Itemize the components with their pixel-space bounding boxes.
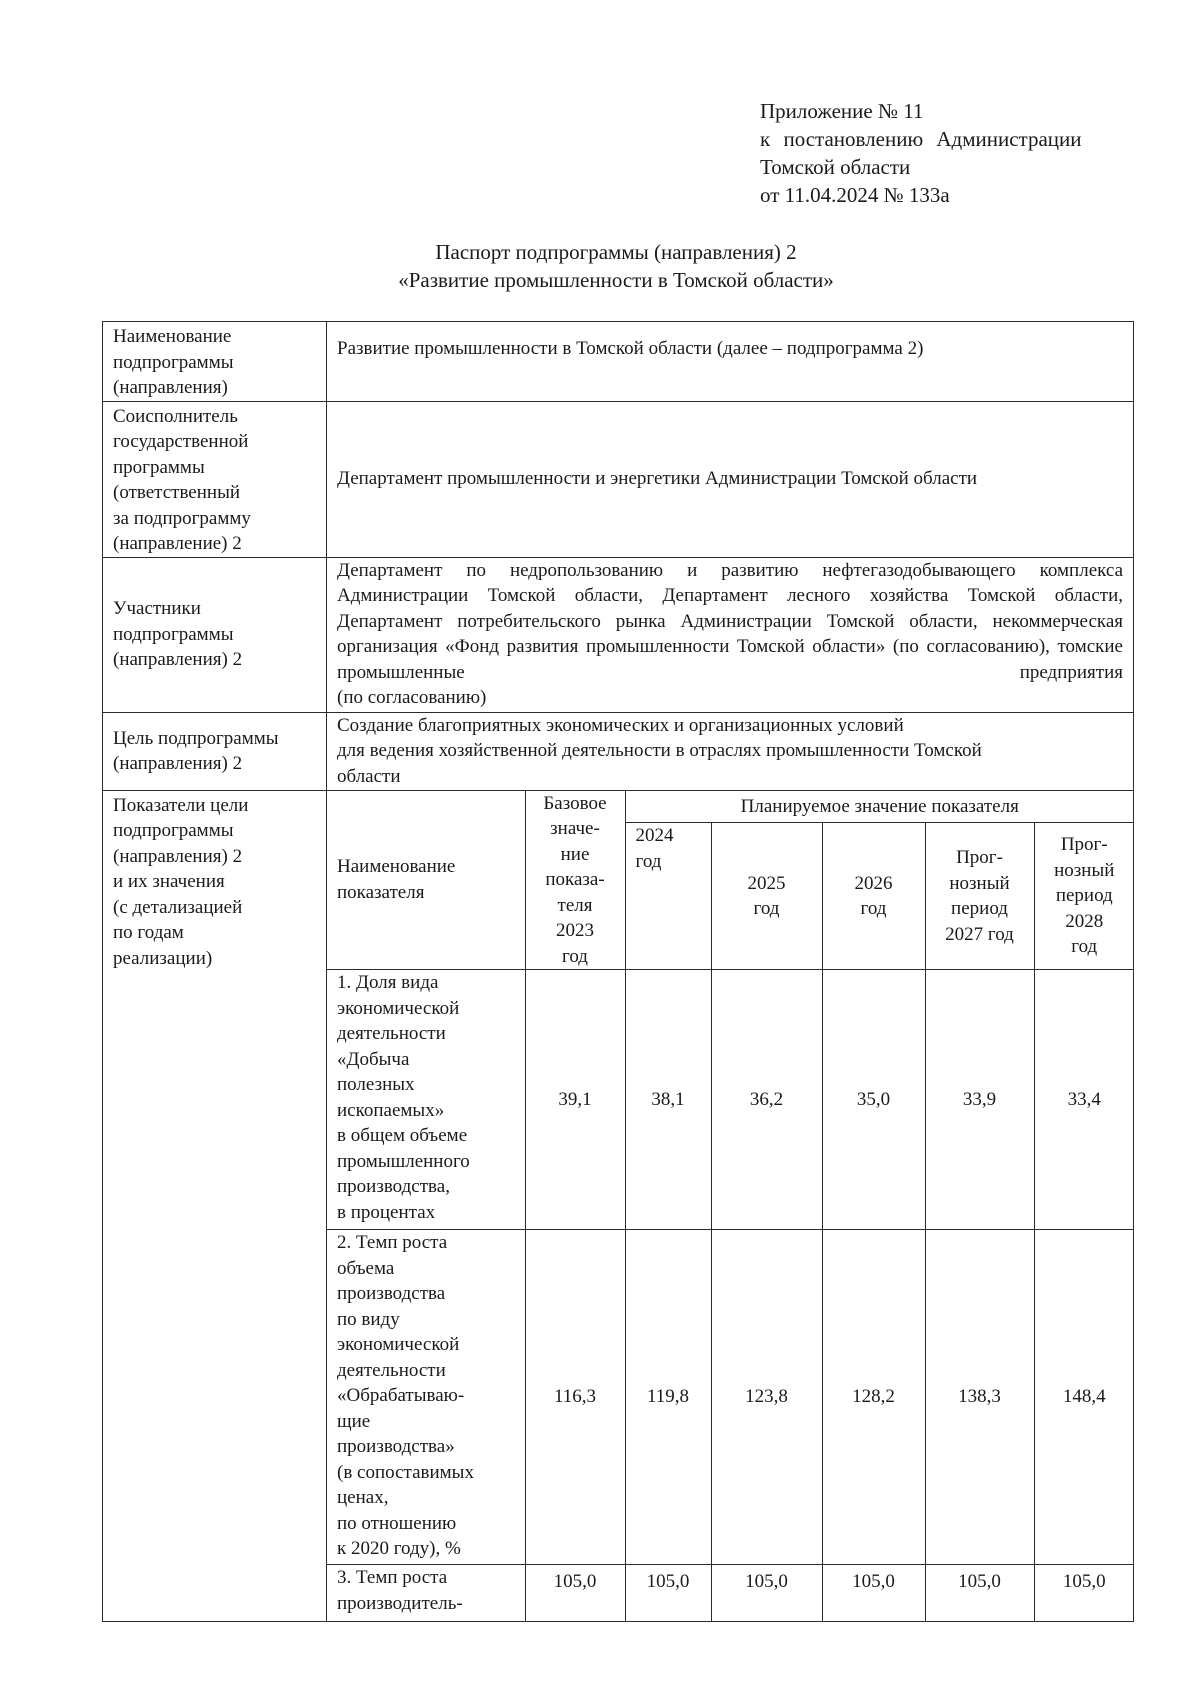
header-line: Базовое	[543, 792, 607, 814]
header-line: нозный	[949, 872, 1010, 894]
indicator-value: 138,3	[925, 1230, 1034, 1565]
header-line: Прог-	[956, 847, 1003, 868]
label-line: государственной	[113, 431, 249, 452]
header-line: период	[951, 898, 1008, 919]
header-line: год	[753, 898, 780, 919]
label-line: (ответственный	[113, 482, 241, 503]
document-title	[0, 238, 1200, 294]
header-line: теля	[557, 894, 593, 916]
label-coexecutor	[103, 401, 327, 557]
header-year-2028	[1034, 823, 1134, 970]
label-line: Участники	[113, 598, 201, 620]
header-planned: Планируемое значение показателя	[625, 791, 1134, 823]
label-goal	[103, 712, 327, 790]
annex-line: Томской области	[760, 155, 911, 179]
indicator-row	[327, 1230, 1134, 1565]
indicator-name	[327, 1565, 525, 1621]
indicator-name-line: «Добыча	[337, 1048, 410, 1070]
indicator-row	[327, 1565, 1134, 1621]
header-line: год	[635, 850, 662, 872]
goal-line: для ведения хозяйственной деятельности в отраслях промышленности Томской	[337, 740, 982, 761]
header-line: 2025	[747, 872, 786, 894]
header-line: 2023	[556, 920, 594, 941]
indicator-name-line: производства,	[337, 1176, 450, 1197]
annex-line: от 11.04.2024 № 133а	[760, 183, 950, 207]
indicator-table	[327, 791, 1134, 1621]
header-year-2025	[711, 823, 822, 970]
label-line: и их значения	[113, 871, 225, 892]
label-line: (направление) 2	[113, 533, 242, 554]
row-coexecutor	[103, 401, 1134, 557]
annex-line: Приложение № 11	[760, 99, 924, 123]
label-line: Показатели цели	[113, 794, 249, 816]
indicator-name-line: в процентах	[337, 1201, 436, 1223]
indicator-value: 105,0	[711, 1565, 822, 1621]
header-line: 2028	[1065, 910, 1104, 932]
indicator-name-line: производитель-	[337, 1592, 463, 1614]
header-line: Наименование	[337, 856, 456, 878]
header-line: Прог-	[1060, 834, 1108, 856]
header-indicator-name	[327, 791, 525, 970]
row-goal	[103, 712, 1134, 790]
indicator-name-line: 1. Доля вида	[337, 972, 439, 993]
value-participants	[327, 557, 1134, 712]
value-coexecutor: Департамент промышленности и энергетики Администрации Томской области	[327, 401, 1134, 557]
indicator-value: 105,0	[625, 1565, 711, 1621]
indicator-value: 33,9	[925, 970, 1034, 1230]
passport-table	[102, 321, 1134, 1622]
label-name	[103, 322, 327, 402]
value-goal	[327, 712, 1134, 790]
indicator-name-line: экономической	[337, 1334, 460, 1355]
indicator-name-line: промышленного	[337, 1150, 470, 1172]
indicator-name-line: 2. Темп роста	[337, 1232, 448, 1253]
title-line: Паспорт подпрограммы (направления) 2	[435, 240, 797, 264]
label-line: подпрограммы	[113, 623, 234, 645]
indicator-name-line: 3. Темп роста	[337, 1567, 448, 1588]
indicator-name-line: в общем объеме	[337, 1125, 468, 1146]
header-year-2026	[822, 823, 925, 970]
row-indicators	[103, 790, 1134, 1621]
header-line: ние	[560, 843, 590, 865]
indicator-value: 38,1	[625, 970, 711, 1230]
label-line: (направления)	[113, 377, 228, 398]
label-line: подпрограммы	[113, 820, 234, 841]
label-participants	[103, 557, 327, 712]
label-line: по годам	[113, 922, 184, 943]
indicator-name-line: производства»	[337, 1436, 455, 1457]
row-participants	[103, 557, 1134, 712]
label-line: (направления) 2	[113, 753, 243, 774]
header-line: год	[562, 945, 588, 967]
indicators-cell	[327, 790, 1134, 1621]
indicator-name-line: по виду	[337, 1308, 400, 1330]
indicator-value: 128,2	[822, 1230, 925, 1565]
header-line: 2027 год	[945, 923, 1014, 945]
indicator-name-line: по отношению	[337, 1512, 457, 1534]
label-line: Наименование	[113, 326, 232, 347]
header-line: нозный	[1054, 859, 1115, 881]
label-line: (направления) 2	[113, 845, 243, 867]
indicator-row	[327, 970, 1134, 1230]
indicator-value: 35,0	[822, 970, 925, 1230]
label-line: (с детализацией	[113, 896, 243, 918]
indicator-value: 105,0	[1034, 1565, 1134, 1621]
header-line: год	[860, 898, 887, 919]
indicator-name-line: ископаемых»	[337, 1099, 445, 1121]
header-base-value	[525, 791, 625, 970]
goal-line: Создание благоприятных экономических и организационных условий	[337, 714, 904, 736]
indicator-value: 105,0	[925, 1565, 1034, 1621]
label-line: Соисполнитель	[113, 405, 238, 427]
label-line: за подпрограмму	[113, 507, 251, 529]
value-name: Развитие промышленности в Томской области (далее – подпрограмма 2)	[327, 322, 1134, 402]
indicator-name-line: объема	[337, 1257, 395, 1279]
indicator-header-row	[327, 791, 1134, 823]
indicator-name-line: ценах,	[337, 1487, 389, 1508]
indicator-name-line: «Обрабатываю-	[337, 1385, 465, 1406]
header-line: показателя	[337, 881, 425, 903]
indicator-value: 116,3	[525, 1230, 625, 1565]
indicator-name	[327, 1230, 525, 1565]
indicator-name-line: экономической	[337, 997, 460, 1019]
header-line: показа-	[545, 869, 605, 890]
goal-line: области	[337, 765, 401, 787]
header-line: 2026	[854, 872, 893, 894]
annex-block	[760, 97, 1082, 209]
indicator-value: 105,0	[525, 1565, 625, 1621]
header-line: период	[1055, 885, 1113, 907]
indicator-value: 33,4	[1034, 970, 1134, 1230]
indicator-value: 148,4	[1034, 1230, 1134, 1565]
header-line: 2024	[635, 825, 674, 846]
label-line: Цель подпрограммы	[113, 727, 279, 749]
header-line: значе-	[550, 818, 600, 839]
label-line: подпрограммы	[113, 351, 234, 373]
annex-line: к постановлению Администрации	[760, 127, 1082, 151]
indicator-value: 105,0	[822, 1565, 925, 1621]
indicator-value: 123,8	[711, 1230, 822, 1565]
indicator-name-line: деятельности	[337, 1023, 446, 1044]
header-year-2027	[925, 823, 1034, 970]
label-line: реализации)	[113, 947, 213, 969]
row-name	[103, 322, 1134, 402]
header-line: год	[1071, 936, 1098, 958]
label-indicators	[103, 790, 327, 1621]
label-line: программы	[113, 456, 205, 478]
indicator-value: 39,1	[525, 970, 625, 1230]
header-year-2024	[625, 823, 711, 970]
participants-text-last: (по согласованию)	[337, 687, 487, 708]
indicator-name-line: к 2020 году), %	[337, 1538, 461, 1559]
indicator-value: 119,8	[625, 1230, 711, 1565]
title-line: «Развитие промышленности в Томской области»	[398, 268, 834, 292]
participants-text: Департамент по недропользованию и развитию нефтегазодобывающего комплекса Администрации Томской области, Департамент лесного хозяйства Томской области, Департамент потребительского рынка Администрации Томской области, некоммерческая организация «Фонд развития промышленности Томской области» (по согласованию), томские промышленные предприятия	[337, 559, 1123, 683]
indicator-value: 36,2	[711, 970, 822, 1230]
label-line: (направления) 2	[113, 649, 243, 671]
indicator-name-line: (в сопоставимых	[337, 1461, 474, 1483]
indicator-name-line: деятельности	[337, 1359, 446, 1381]
indicator-name-line: полезных	[337, 1074, 415, 1095]
indicator-name-line: щие	[337, 1410, 371, 1432]
indicator-name	[327, 970, 525, 1230]
indicator-name-line: производства	[337, 1283, 446, 1304]
